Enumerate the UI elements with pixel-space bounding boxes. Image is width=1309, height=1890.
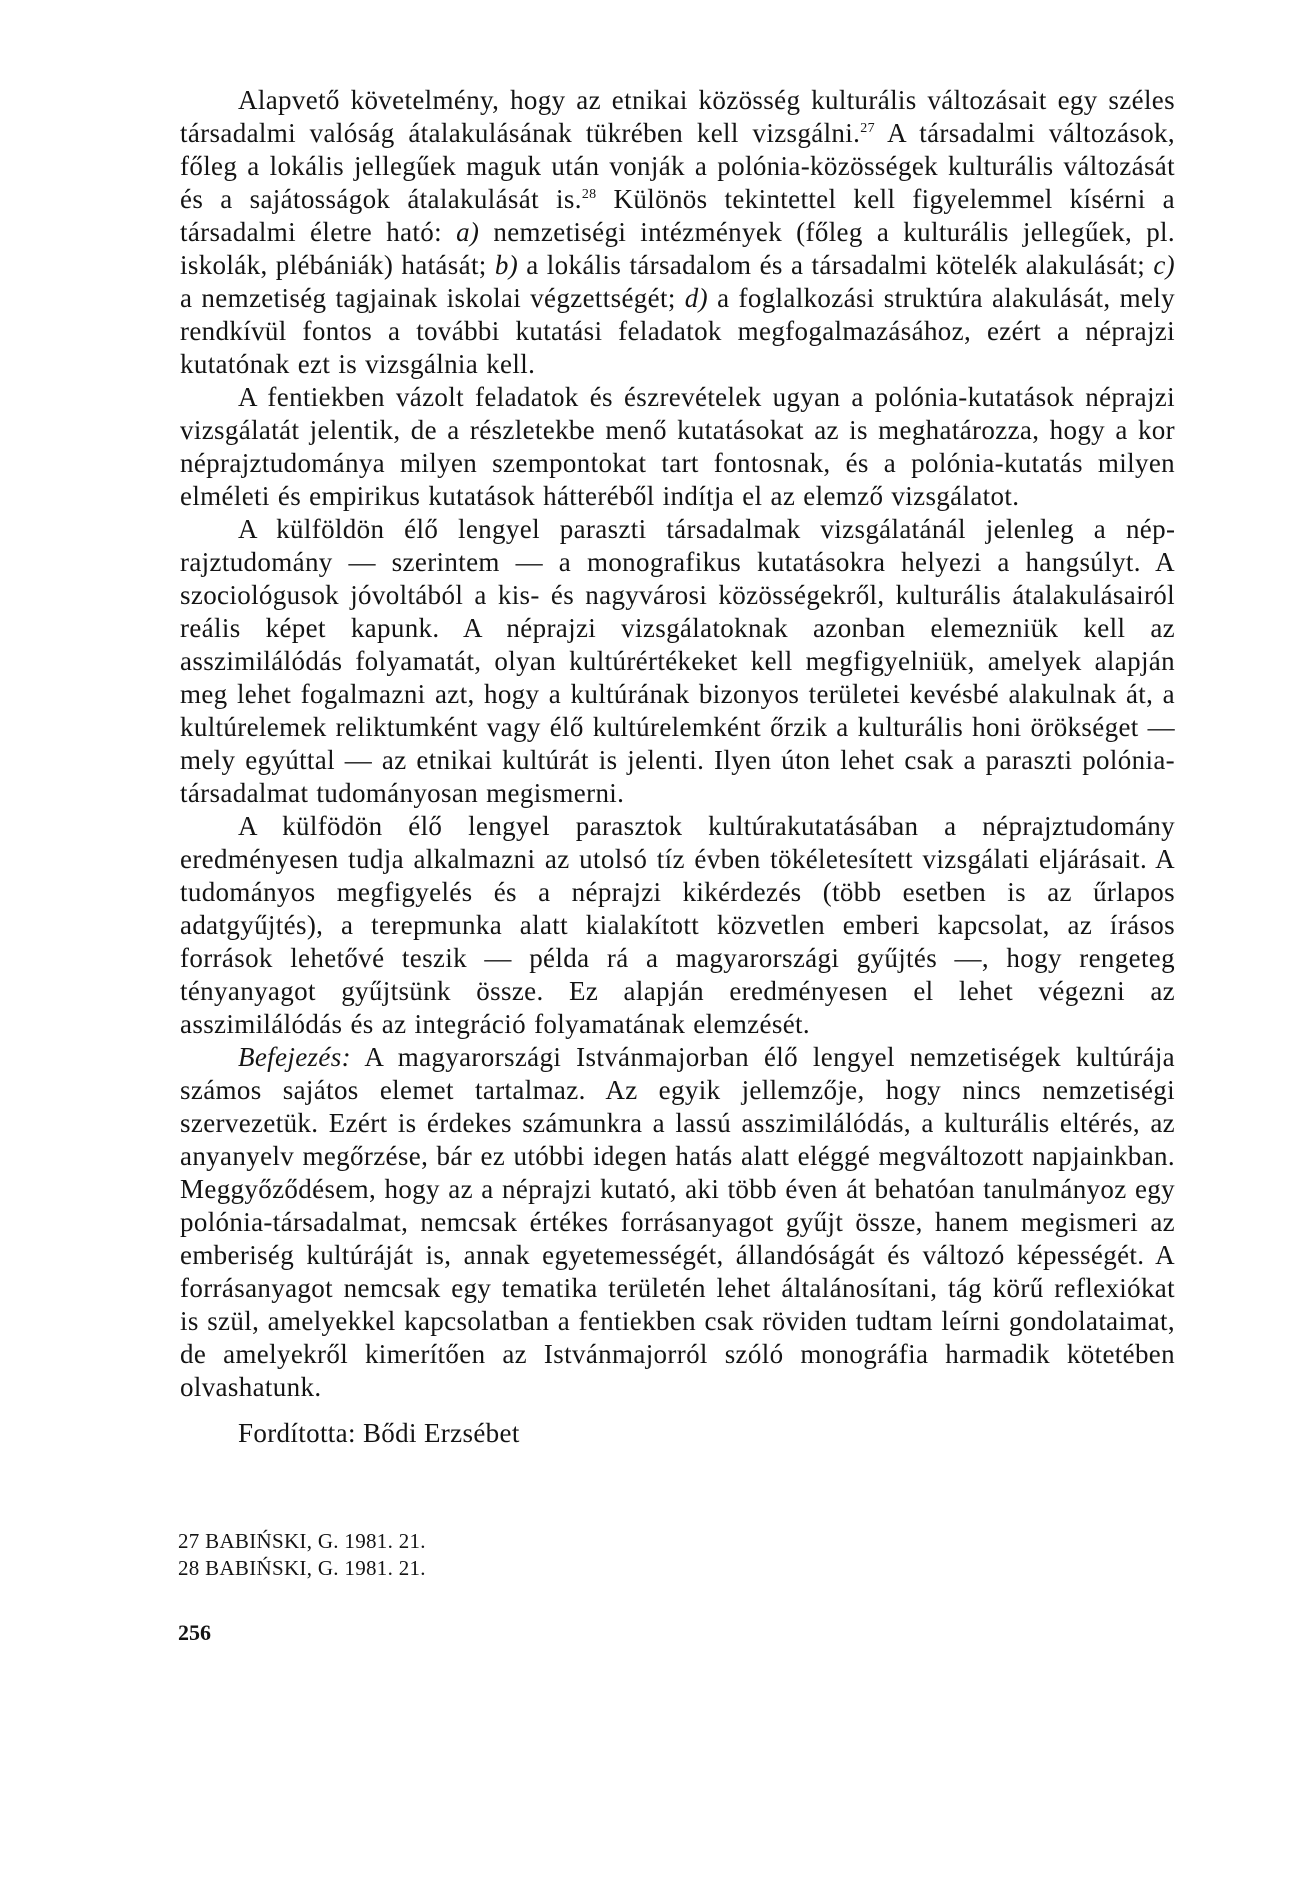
translator-credit: Fordította: Bődi Erzsébet (238, 1418, 520, 1448)
paragraph-text: A külföldön élő lengyel paraszti társadalmak vizsgálatánál jelenleg a néprajztudomány — szerintem — a monografikus kutatásokra helyezi a hangsúlyt. A szociológusok jóvoltából a kis- és nagyvárosi közösségekről, kulturális átalakulásairól reális képet kapunk. A néprajzi vizsgálatoknak azonban elemezniük kell az asszimilálódás folyamatát, olyan kultúrértékeket kell megfigyelniük, amelyek alapján meg lehet fogalmazni azt, hogy a kultúrának bizonyos területei kevésbé alakulnak át, a kultúrelemek reliktumként vagy élő kultúrelemként őrzik a kulturális honi örökséget — mely egyúttal — az etnikai kultúrát is jelenti. Ilyen úton lehet csak a paraszti polónia-társadalmat tudományosan megismerni. (180, 514, 1175, 808)
italic-text: c) (1153, 250, 1175, 280)
paragraph-4 (180, 810, 1175, 1041)
italic-text: d) (684, 283, 708, 313)
paragraph-text: A fentiekben vázolt feladatok és észrevételek ugyan a polónia-kutatások néprajzi vizsgálatát jelentik, de a részletekbe menő kutatásokat az is meghatározza, hogy a kor néprajztudománya milyen szempontokat tart fontosnak, és a polónia-kutatás milyen elméleti és empirikus kutatások hátteréből indítja el az elemző vizsgálatot. (180, 382, 1175, 511)
footnote-28: 28 BABIŃSKI, G. 1981. 21. (178, 1556, 426, 1580)
paragraph-text: A magyarországi Istvánmajorban élő lengyel nemzetiségek kultúrája számos sajátos elemet tartalmaz. Az egyik jellemzője, hogy nincs nemzetiségi szervezetük. Ezért is érdekes számunkra a lassú asszimilálódás, a kulturális eltérés, az anyanyelv megőrzése, bár ez utóbbi idegen hatás alatt eléggé megváltozott napjainkban. Meggyőződésem, hogy az a néprajzi kutató, aki több éven át behatóan tanulmányoz egy polónia-társadalmat, nemcsak értékes forrásanyagot gyűjt össze, hanem megismeri az emberiség kultúráját is, annak egyetemességét, állandóságát és változó képességét. A forrásanyagot nemcsak egy tematika területén lehet általánosítani, tág körű reflexiókat is szül, amelyekkel kapcsolatban a fentiekben csak röviden tudtam leírni gondolataimat, de amelyekről kimerítően az Istvánmajorról szóló monográfia harmadik kötetében olvashatunk. (180, 1042, 1175, 1402)
paragraph-5 (180, 1041, 1175, 1404)
italic-text: a) (456, 217, 480, 247)
footnote-marker: 28 (581, 187, 597, 202)
paragraph-text: A külfödön élő lengyel parasztok kultúrakutatásában a néprajztudomány eredményesen tudja alkalmazni az utolsó tíz évben tökéletesített vizsgálati eljárásait. A tudományos megfigyelés és a néprajzi kikérdezés (több esetben is az űrlapos adatgyűjtés), a terepmunka alatt kialakított közvetlen emberi kapcsolat, az írásos források lehetővé teszik — példa rá a magyarországi gyűjtés —, hogy rengeteg tényanyagot gyűjtsünk össze. Ez alapján eredményesen el lehet végezni az asszimilálódás és az integráció folyamatának elemzését. (180, 811, 1175, 1039)
page-number: 256 (178, 1620, 211, 1645)
italic-text: b) (494, 250, 519, 280)
footnote-marker: 27 (860, 121, 875, 136)
footnotes (178, 1528, 426, 1582)
paragraph-text: A társadalmi változások, főleg a lokális jellegűek maguk után vonják a polónia-közösségek kulturális változását és a sajátosságok átalakulását is. (180, 118, 1175, 214)
paragraph-3 (180, 513, 1175, 810)
paragraph-1 (180, 84, 1175, 381)
footnote-27: 27 BABIŃSKI, G. 1981. 21. (178, 1529, 426, 1553)
body-text (180, 84, 1175, 1404)
paragraph-2 (180, 381, 1175, 513)
paragraph-text: Különös tekintettel kell figyelemmel kísérni a társadalmi életre ható: (180, 184, 1175, 247)
italic-text: Befejezés: (238, 1042, 351, 1072)
paragraph-text: Alapvető követelmény, hogy az etnikai közösség kulturális változásait egy széles társadalmi valóság átalakulásának tükrében kell vizsgálni. (180, 85, 1175, 148)
paragraph-text: a lokális társadalom és a társadalmi kötelék alakulását; (518, 250, 1154, 280)
paragraph-text: a foglalkozási struktúra alakulását, mely rendkívül fontos a további kutatási feladatok megfogalmazásához, ezért a néprajzi kutatónak ezt is vizsgálnia kell. (180, 283, 1175, 379)
paragraph-text: a nemzetiség tagjainak iskolai végzettségét; (180, 283, 685, 313)
paragraph-text: nemzetiségi intézmények (főleg a kulturális jellegűek, pl. iskolák, plébániák) hatását; (180, 217, 1175, 280)
